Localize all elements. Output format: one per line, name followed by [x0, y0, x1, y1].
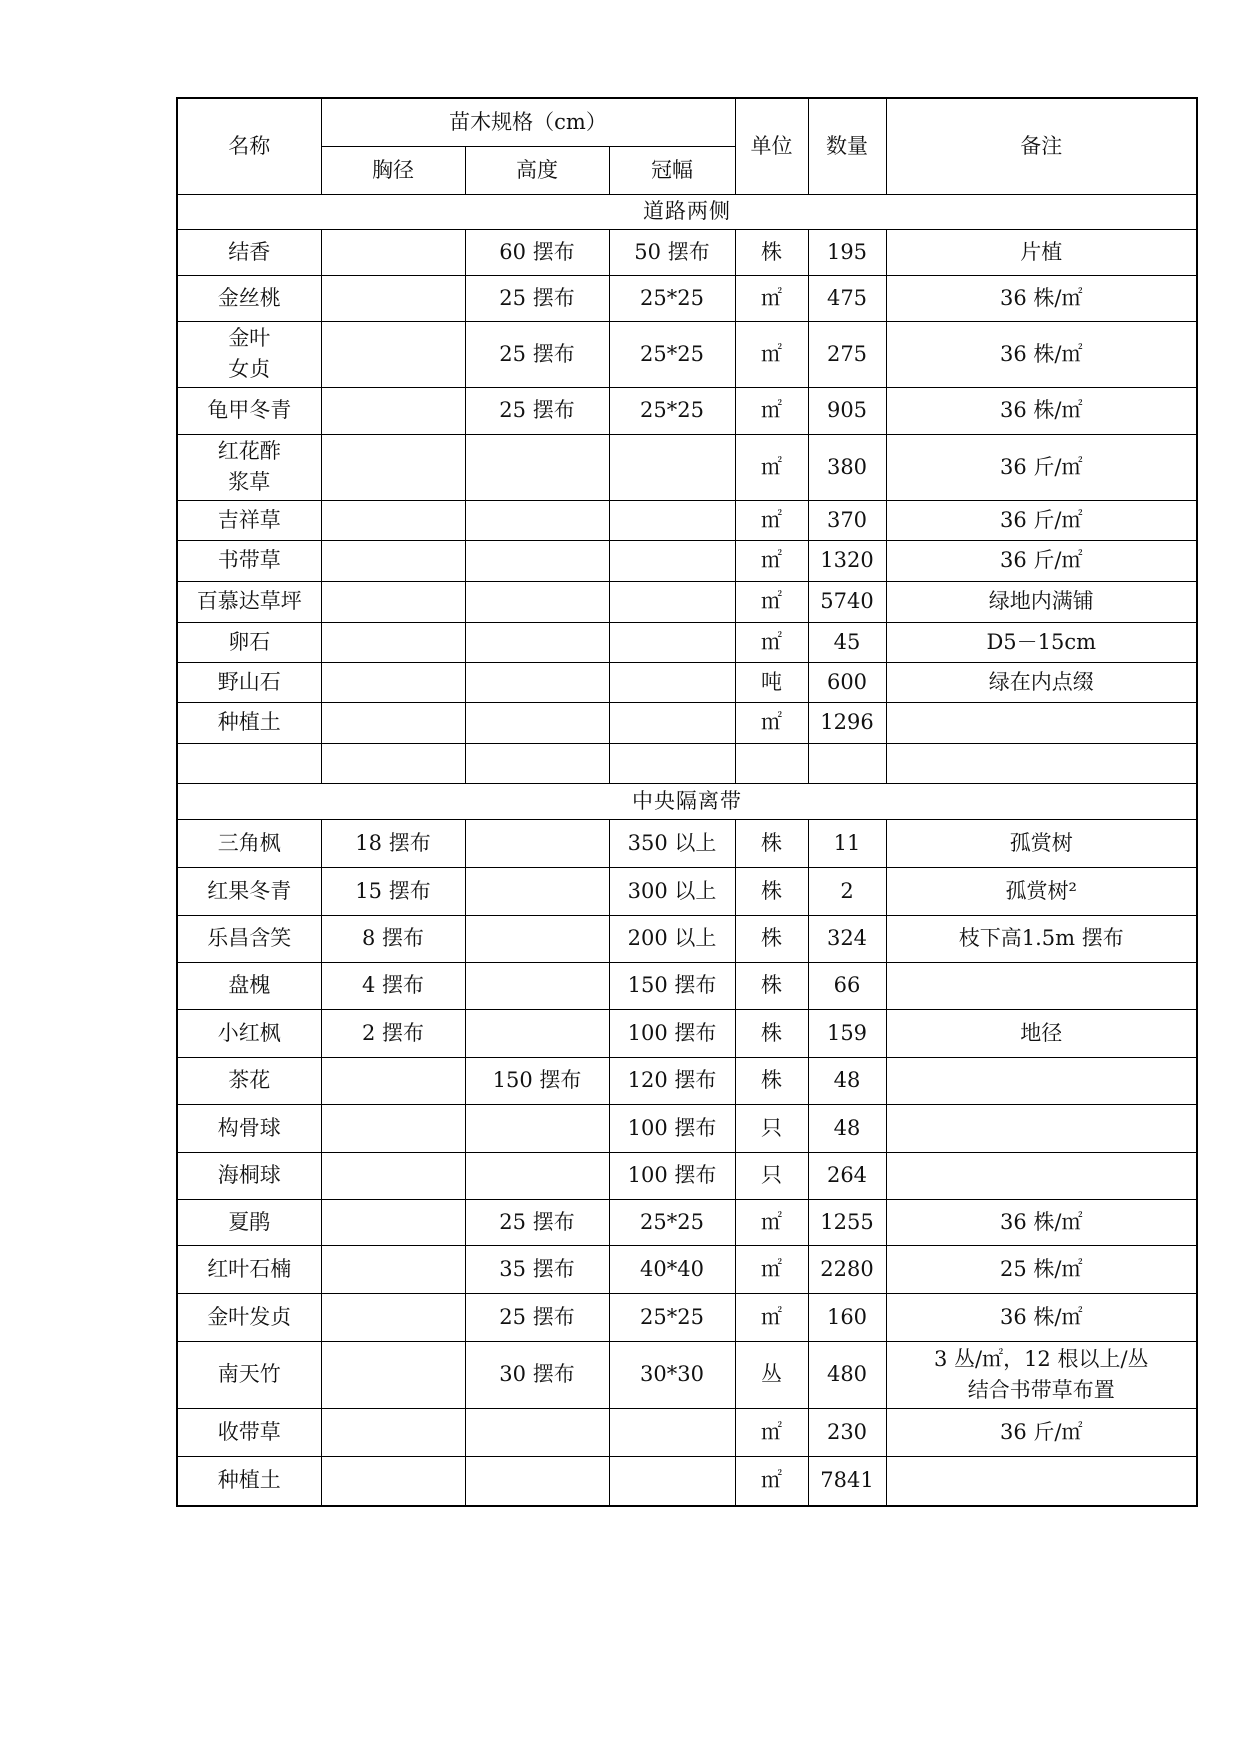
- cell-dbh: 4 摆布: [321, 962, 465, 1009]
- cell-crown: 50 摆布: [609, 229, 735, 275]
- cell-height: [465, 1456, 609, 1506]
- table-row: [177, 1245, 1197, 1293]
- cell-name: 红果冬青: [177, 867, 321, 915]
- cell-note: 片植: [886, 229, 1197, 275]
- cell-name: 野山石: [177, 662, 321, 702]
- cell-unit: 株: [735, 915, 808, 962]
- cell-qty: 600: [808, 662, 886, 702]
- section-title: 中央隔离带: [177, 783, 1197, 819]
- table-row: [177, 1009, 1197, 1057]
- cell-unit: 株: [735, 229, 808, 275]
- cell-name: 南天竹: [177, 1341, 321, 1408]
- cell-crown: [609, 434, 735, 500]
- table-row: [177, 229, 1197, 275]
- cell-name: 种植土: [177, 702, 321, 743]
- cell-note: 绿在内点缀: [886, 662, 1197, 702]
- header-crown: 冠幅: [609, 146, 735, 194]
- cell-crown: 120 摆布: [609, 1057, 735, 1104]
- cell-crown: [609, 743, 735, 783]
- cell-note: 36 斤/㎡: [886, 434, 1197, 500]
- cell-name: 吉祥草: [177, 500, 321, 540]
- cell-height: [465, 500, 609, 540]
- cell-height: [465, 743, 609, 783]
- header-qty: 数量: [808, 98, 886, 194]
- cell-dbh: 8 摆布: [321, 915, 465, 962]
- cell-height: [465, 1152, 609, 1199]
- cell-unit: ㎡: [735, 321, 808, 387]
- cell-unit: ㎡: [735, 622, 808, 662]
- nursery-stock-table: [176, 97, 1198, 1507]
- table-row: [177, 321, 1197, 387]
- cell-crown: [609, 622, 735, 662]
- cell-qty: 48: [808, 1057, 886, 1104]
- cell-note: 36 株/㎡: [886, 275, 1197, 321]
- cell-crown: 150 摆布: [609, 962, 735, 1009]
- cell-note: 36 株/㎡: [886, 387, 1197, 434]
- cell-name: 百慕达草坪: [177, 581, 321, 622]
- cell-height: [465, 662, 609, 702]
- cell-dbh: [321, 321, 465, 387]
- cell-dbh: [321, 500, 465, 540]
- cell-dbh: [321, 1408, 465, 1456]
- cell-note: 25 株/㎡: [886, 1245, 1197, 1293]
- cell-dbh: [321, 662, 465, 702]
- cell-dbh: 15 摆布: [321, 867, 465, 915]
- cell-qty: 159: [808, 1009, 886, 1057]
- cell-dbh: [321, 1057, 465, 1104]
- cell-qty: 160: [808, 1293, 886, 1341]
- cell-dbh: [321, 581, 465, 622]
- cell-unit: 吨: [735, 662, 808, 702]
- cell-unit: ㎡: [735, 540, 808, 581]
- cell-crown: 350 以上: [609, 819, 735, 867]
- cell-height: 150 摆布: [465, 1057, 609, 1104]
- cell-qty: 45: [808, 622, 886, 662]
- cell-dbh: 2 摆布: [321, 1009, 465, 1057]
- cell-height: [465, 819, 609, 867]
- cell-height: 30 摆布: [465, 1341, 609, 1408]
- cell-height: 25 摆布: [465, 1199, 609, 1245]
- cell-dbh: [321, 1245, 465, 1293]
- table-row: [177, 500, 1197, 540]
- cell-name: 收带草: [177, 1408, 321, 1456]
- cell-unit: ㎡: [735, 1199, 808, 1245]
- cell-qty: 5740: [808, 581, 886, 622]
- cell-unit: 株: [735, 1009, 808, 1057]
- cell-dbh: [321, 1199, 465, 1245]
- cell-name: [177, 743, 321, 783]
- cell-qty: 7841: [808, 1456, 886, 1506]
- cell-name: 红花酢 浆草: [177, 434, 321, 500]
- cell-qty: 324: [808, 915, 886, 962]
- cell-note: 36 株/㎡: [886, 1199, 1197, 1245]
- cell-note: [886, 1456, 1197, 1506]
- cell-name: 红叶石楠: [177, 1245, 321, 1293]
- section-title: 道路两侧: [177, 194, 1197, 229]
- cell-unit: ㎡: [735, 1408, 808, 1456]
- cell-name: 茶花: [177, 1057, 321, 1104]
- cell-qty: 1255: [808, 1199, 886, 1245]
- cell-note: 孤赏树: [886, 819, 1197, 867]
- cell-crown: 100 摆布: [609, 1152, 735, 1199]
- cell-dbh: [321, 387, 465, 434]
- cell-name: 小红枫: [177, 1009, 321, 1057]
- cell-crown: [609, 1456, 735, 1506]
- cell-note: 36 株/㎡: [886, 321, 1197, 387]
- cell-qty: 195: [808, 229, 886, 275]
- cell-dbh: [321, 622, 465, 662]
- table-row: [177, 1199, 1197, 1245]
- cell-qty: [808, 743, 886, 783]
- cell-dbh: [321, 743, 465, 783]
- cell-note: 孤赏树²: [886, 867, 1197, 915]
- cell-dbh: [321, 1104, 465, 1152]
- cell-unit: ㎡: [735, 434, 808, 500]
- cell-unit: 株: [735, 819, 808, 867]
- cell-unit: ㎡: [735, 387, 808, 434]
- cell-qty: 370: [808, 500, 886, 540]
- cell-height: [465, 702, 609, 743]
- cell-unit: ㎡: [735, 1456, 808, 1506]
- table-row: [177, 1104, 1197, 1152]
- cell-unit: 株: [735, 867, 808, 915]
- cell-dbh: [321, 1341, 465, 1408]
- cell-height: [465, 434, 609, 500]
- cell-qty: 2: [808, 867, 886, 915]
- section-row: [177, 194, 1197, 229]
- cell-height: 25 摆布: [465, 387, 609, 434]
- cell-unit: 株: [735, 1057, 808, 1104]
- cell-dbh: 18 摆布: [321, 819, 465, 867]
- cell-note: 36 斤/㎡: [886, 1408, 1197, 1456]
- table-row: [177, 1341, 1197, 1408]
- header-dbh: 胸径: [321, 146, 465, 194]
- cell-qty: 230: [808, 1408, 886, 1456]
- cell-dbh: [321, 1152, 465, 1199]
- cell-qty: 11: [808, 819, 886, 867]
- table-row: [177, 275, 1197, 321]
- cell-note: 绿地内满铺: [886, 581, 1197, 622]
- cell-dbh: [321, 275, 465, 321]
- header-height: 高度: [465, 146, 609, 194]
- cell-dbh: [321, 1456, 465, 1506]
- cell-name: 金丝桃: [177, 275, 321, 321]
- cell-name: 书带草: [177, 540, 321, 581]
- cell-crown: [609, 540, 735, 581]
- cell-name: 结香: [177, 229, 321, 275]
- cell-note: [886, 1057, 1197, 1104]
- cell-crown: 100 摆布: [609, 1009, 735, 1057]
- cell-unit: ㎡: [735, 1245, 808, 1293]
- cell-height: 35 摆布: [465, 1245, 609, 1293]
- table-row: [177, 962, 1197, 1009]
- table-row: [177, 434, 1197, 500]
- cell-height: 25 摆布: [465, 1293, 609, 1341]
- header-unit: 单位: [735, 98, 808, 194]
- cell-height: [465, 581, 609, 622]
- cell-height: [465, 622, 609, 662]
- table-row: [177, 819, 1197, 867]
- cell-unit: 只: [735, 1152, 808, 1199]
- cell-crown: 25*25: [609, 275, 735, 321]
- cell-crown: 30*30: [609, 1341, 735, 1408]
- cell-height: [465, 867, 609, 915]
- cell-note: 36 斤/㎡: [886, 500, 1197, 540]
- header-spec: 苗木规格（cm）: [321, 98, 735, 146]
- header-name: 名称: [177, 98, 321, 194]
- cell-crown: 25*25: [609, 1293, 735, 1341]
- cell-note: 地径: [886, 1009, 1197, 1057]
- cell-crown: [609, 500, 735, 540]
- cell-note: 36 斤/㎡: [886, 540, 1197, 581]
- cell-crown: [609, 1408, 735, 1456]
- header-note: 备注: [886, 98, 1197, 194]
- cell-note: [886, 962, 1197, 1009]
- cell-crown: 25*25: [609, 387, 735, 434]
- cell-name: 三角枫: [177, 819, 321, 867]
- cell-unit: ㎡: [735, 275, 808, 321]
- cell-qty: 48: [808, 1104, 886, 1152]
- table-row: [177, 387, 1197, 434]
- cell-dbh: [321, 434, 465, 500]
- table-row: [177, 540, 1197, 581]
- cell-height: [465, 1009, 609, 1057]
- cell-qty: 66: [808, 962, 886, 1009]
- cell-unit: 株: [735, 962, 808, 1009]
- cell-name: 盘槐: [177, 962, 321, 1009]
- cell-note: 3 丛/㎡，12 根以上/丛 结合书带草布置: [886, 1341, 1197, 1408]
- cell-qty: 275: [808, 321, 886, 387]
- cell-unit: ㎡: [735, 581, 808, 622]
- cell-dbh: [321, 702, 465, 743]
- cell-unit: [735, 743, 808, 783]
- cell-name: 金叶发贞: [177, 1293, 321, 1341]
- cell-note: 枝下高1.5m 摆布: [886, 915, 1197, 962]
- table-row: [177, 702, 1197, 743]
- cell-name: 种植土: [177, 1456, 321, 1506]
- section-row: [177, 783, 1197, 819]
- cell-name: 金叶 女贞: [177, 321, 321, 387]
- table-row: [177, 662, 1197, 702]
- cell-height: 25 摆布: [465, 275, 609, 321]
- cell-name: 龟甲冬青: [177, 387, 321, 434]
- cell-name: 海桐球: [177, 1152, 321, 1199]
- cell-crown: 300 以上: [609, 867, 735, 915]
- cell-crown: 25*25: [609, 1199, 735, 1245]
- cell-height: [465, 540, 609, 581]
- cell-height: 25 摆布: [465, 321, 609, 387]
- table-row: [177, 743, 1197, 783]
- cell-unit: ㎡: [735, 500, 808, 540]
- cell-note: [886, 1152, 1197, 1199]
- cell-unit: 丛: [735, 1341, 808, 1408]
- cell-name: 乐昌含笑: [177, 915, 321, 962]
- table-row: [177, 915, 1197, 962]
- cell-qty: 1320: [808, 540, 886, 581]
- cell-qty: 905: [808, 387, 886, 434]
- cell-crown: 200 以上: [609, 915, 735, 962]
- cell-dbh: [321, 540, 465, 581]
- cell-note: [886, 743, 1197, 783]
- cell-unit: ㎡: [735, 1293, 808, 1341]
- cell-name: 构骨球: [177, 1104, 321, 1152]
- cell-qty: 1296: [808, 702, 886, 743]
- cell-qty: 264: [808, 1152, 886, 1199]
- cell-dbh: [321, 1293, 465, 1341]
- table-row: [177, 867, 1197, 915]
- cell-height: [465, 962, 609, 1009]
- cell-height: [465, 1104, 609, 1152]
- cell-note: [886, 1104, 1197, 1152]
- table-row: [177, 1408, 1197, 1456]
- table-row: [177, 622, 1197, 662]
- cell-height: [465, 915, 609, 962]
- cell-name: 卵石: [177, 622, 321, 662]
- cell-dbh: [321, 229, 465, 275]
- cell-note: 36 株/㎡: [886, 1293, 1197, 1341]
- cell-crown: [609, 702, 735, 743]
- table-row: [177, 581, 1197, 622]
- cell-crown: 40*40: [609, 1245, 735, 1293]
- cell-crown: [609, 581, 735, 622]
- cell-note: [886, 702, 1197, 743]
- table-row: [177, 1456, 1197, 1506]
- table-body: [177, 194, 1197, 1506]
- table-row: [177, 1057, 1197, 1104]
- cell-note: D5－15cm: [886, 622, 1197, 662]
- table-row: [177, 1293, 1197, 1341]
- table-row: [177, 1152, 1197, 1199]
- cell-name: 夏鹃: [177, 1199, 321, 1245]
- cell-qty: 475: [808, 275, 886, 321]
- cell-unit: 只: [735, 1104, 808, 1152]
- cell-qty: 380: [808, 434, 886, 500]
- cell-crown: 100 摆布: [609, 1104, 735, 1152]
- cell-height: [465, 1408, 609, 1456]
- cell-qty: 480: [808, 1341, 886, 1408]
- cell-crown: 25*25: [609, 321, 735, 387]
- cell-qty: 2280: [808, 1245, 886, 1293]
- cell-height: 60 摆布: [465, 229, 609, 275]
- cell-unit: ㎡: [735, 702, 808, 743]
- cell-crown: [609, 662, 735, 702]
